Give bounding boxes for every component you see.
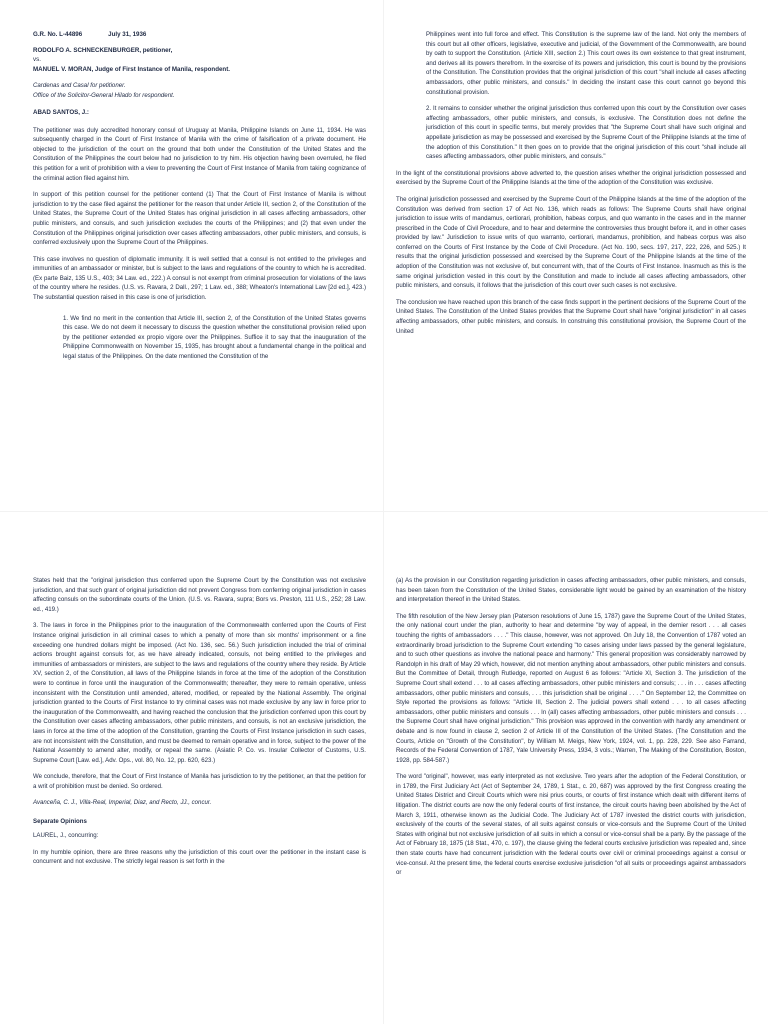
paragraph: In my humble opinion, there are three reasons why the jurisdiction of this court over the petitioner in the instant case is concurrent and not exclusive. The strictly legal reason is set forth in the <box>33 848 366 866</box>
paragraph: 3. The laws in force in the Philippines prior to the inauguration of the Commonwealth conferred upon the Courts of First Instance original jurisdiction in all criminal cases to which a penalty of more than six months' imprisonment or a fine exceeding one hundred dollars might be imposed. (Act No. 136, sec. 56.) Such jurisdiction included the trial of criminal actions brought against consuls for, as we have already indicated, consuls, not being entitled to the privileges and immunities of ambassadors or ministers, are subject to the laws and regulations of the country where they reside. By Article XV, section 2, of the Constitution, all laws of the Philippine Islands in force at the time of the adoption of the Constitution were to continue in force until the inauguration of the Commonwealth; thereafter, they were to remain operative, unless inconsistent with the Constitution until amended, altered, modified, or repealed by the National Assembly. The original jurisdiction granted to the Courts of First Instance to try criminal cases was not made exclusive by any law in force prior to the inauguration of the Commonwealth, and having reached the conclusion that the jurisdiction conferred upon this court by the Constitution over cases affecting ambassadors, other public ministers, and consuls, is not an exclusive jurisdiction, the laws in force at the time of the adoption of the Constitution, granting the Courts of First Instance jurisdiction in such cases, are not inconsistent with the Constitution, and must be deemed to remain operative and in force, subject to the power of the National Assembly to amend alter, modify, or repeal the same. (Asiatic P. Co. vs. Insular Collector of Customs, U.S. Supreme Court [Law. ed.], Adv. Ops., vol. 80, No. 12, pp. 620, 623.) <box>33 622 366 764</box>
paragraph: This case involves no question of diplomatic immunity. It is well settled that a consul is not entitled to the privileges and immunities of an ambassador or minister, but is subject to the laws and regulations of the country to which he is accredited. (Ex parte Baiz, 135 U.S., 403; 34 Law. ed., 222.) A consul is not exempt from criminal prosecution for violations of the laws of the country where he resides. (U.S. vs. Ravara, 2 Dall., 297; 1 Law. ed., 388; Wheaton's International Law [2d ed.], 423.) The substantial question raised in this case is one of jurisdiction. <box>33 255 366 302</box>
paragraph: The original jurisdiction possessed and exercised by the Supreme Court of the Philippine Islands at the time of the adoption of the Constitution was derived from section 17 of Act No. 136, which reads as follows: The Supreme Courts shall have original jurisdiction to issue writs of mandamus, certiorari, prohibition, habeas corpus, and quo warranto in the cases and in the manner prescribed in the Code of Civil Procedure, and to hear and determine the controversies thus brought before it, and in other cases provided by law." Jurisdiction to issue writs of quo warranto, certiorari, mandamus, prohibition, and habeas corpus was also conferred on the Courts of First Instance by the Code of Civil Procedure. (Act No. 190, secs. 197, 217, 222, 226, and 525.) It results that the original jurisdiction possessed and exercised by the Supreme Court of the Philippine Islands at the time of the adoption of the Constitution was not exclusive of, but concurrent with, that of the Courts of First Instance. Inasmuch as this is the same original jurisdiction vested in this court by the Constitution and made to include all cases affecting ambassadors, other public ministers, and consuls, it follows that the jurisdiction of this court over such cases is not exclusive. <box>396 195 746 290</box>
paragraph: Philippines went into full force and effect. This Constitution is the supreme law of the land. Not only the members of this court but all other officers, legislative, executive and judicial, of the Government of the Commonwealth, are bound by oath to support the Constitution. (Article XIII, section 2.) This court owes its own existence to that great instrument, and derives all its powers therefrom. In the exercise of its powers and jurisdiction, this court is bound by the provisions of the Constitution. The Constitution provides that the original jurisdiction of this court "shall include all cases affecting ambassadors, other public ministers, and consuls." In deciding the instant case this court cannot go beyond this constitutional provision. <box>426 31 746 96</box>
paragraph: In support of this petition counsel for the petitioner contend (1) That the Court of First Instance of Manila is without jurisdiction to try the case filed against the petitioner for the reason that under Article III, section 2, of the Constitution of the United States, the Supreme Court of the United States has original jurisdiction in all cases affecting ambassadors, other public ministers, and consuls, and such jurisdiction excludes the courts of the Philippines; and (2) that even under the Constitution of the Philippines original jurisdiction over cases affecting ambassadors, other public ministers, and consuls, is conferred exclusively upon the Supreme Court of the Philippines. <box>33 191 366 247</box>
paragraph: States held that the "original jurisdiction thus conferred upon the Supreme Court by the Constitution was not exclusive jurisdiction, and that such grant of original jurisdiction did not prevent Congress from conferring original jurisdiction in cases affecting consuls on the subordinate courts of the Union. (U.S. vs. Ravara, supra; Bors vs. Preston, 111 U.S., 252; 28 Law. ed., 419.) <box>33 577 366 613</box>
paragraph: The word "original", however, was early interpreted as not exclusive. Two years after the adoption of the Federal Constitution, or in 1789, the First Judiciary Act (Act of September 24, 1789, 1 Stat., c. 20, 687) was approved by the first Congress creating the United States District and Circuit Courts which were nisi prius courts, or courts of first instance which dealt with different items of litigation. The district courts are now the only federal courts of first instance, the circuit courts having been abolished by the Act of March 3, 1911, otherwise known as the Judicial Code. The Judiciary Act of 1787 invested the district courts with jurisdiction, exclusively of the courts of the several states, of all suits against consuls or vice-consuls and the Supreme Court of the United States with original but not exclusive jurisdiction of all suits in which a consul or vice-consul shall be a party. By the passage of the Act of February 18, 1875 (18 Stat., 470, c. 197), the clause giving the federal courts exclusive jurisdiction was repealed and, since then state courts have had concurrent jurisdiction with the federal courts over civil or criminal proceedings against a consul or vice-consul. At the present time, the federal courts exercise exclusive jurisdiction "of all suits or proceedings against ambassadors or <box>396 773 746 877</box>
concurrence: Avanceña, C. J., Villa-Real, Imperial, Diaz, and Recto, JJ., concur. <box>33 799 212 807</box>
column-divider <box>383 0 384 1024</box>
paragraph: In the light of the constitutional provisions above adverted to, the question arises whether the original jurisdiction possessed and exercised by the Supreme Court of the Philippine Islands at the time of the adoption of the Constitution was exclusive. <box>396 169 746 187</box>
paragraph: The conclusion we have reached upon this branch of the case finds support in the pertinent decisions of the Supreme Court of the United States. The Constitution of the United States provides that the Supreme Court shall have "original jurisdiction" in all cases affecting ambassadors, other public ministers, and consuls. In construing this constitutional provision, the Supreme Court of the United <box>396 298 746 335</box>
case-parties <box>33 46 366 75</box>
laurel-heading: LAUREL, J., concurring: <box>33 832 99 840</box>
page-2-left-column <box>0 512 384 1024</box>
paragraph: 2. It remains to consider whether the original jurisdiction thus conferred upon this court by the Constitution over cases affecting ambassadors, other public ministers, and consuls, is exclusive. The Constitution does not define the jurisdiction of this court in specific terms, but merely provides that "the Supreme Court shall have such original and appellate jurisdiction as may be possessed and exercised by the Supreme Court of the Philippine Islands at the time of the adoption of this Constitution." It then goes on to provide that the original jurisdiction of this court "shall include all cases affecting ambassadors, other public ministers, and consuls." <box>426 105 746 161</box>
separate-opinions-heading: Separate Opinions <box>33 818 87 826</box>
case-date: July 31, 1936 <box>108 31 147 38</box>
paragraph: 1. We find no merit in the contention that Article III, section 2, of the Constitution of the United States governs this case. We do not deem it necessary to discuss the question whether the constitutional provision relied upon by the petitioner extended ex propio vigore over the Philippines. Suffice it to say that the inauguration of the Philippine Commonwealth on November 15, 1935, has brought about a fundamental change in the political and legal status of the Philippines. On the date mentioned the Constitution of the <box>63 314 366 361</box>
case-number: G.R. No. L-44896 <box>33 31 83 38</box>
versus: vs. <box>33 56 41 64</box>
counsel-petitioner: Cardenas and Casal for petitioner. <box>33 82 126 90</box>
petitioner: RODOLFO A. SCHNECKENBURGER, petitioner, <box>33 46 173 54</box>
page-divider <box>0 511 768 512</box>
page-2-right-column <box>384 512 768 1024</box>
paragraph: (a) As the provision in our Constitution regarding jurisdiction in cases affecting ambassadors, other public ministers, and consuls, has been taken from the Constitution of the United States, considerable light would be gained by an examination of the history and interpretation thereof in the United States. <box>396 577 746 604</box>
paragraph: We conclude, therefore, that the Court of First Instance of Manila has jurisdiction to try the petitioner, an that the petition for a writ of prohibition must be denied. So ordered. <box>33 773 366 790</box>
case-header <box>33 30 366 40</box>
paragraph: The petitioner was duly accredited honorary consul of Uruguay at Manila, Philippine Islands on June 11, 1934. He was subsequently charged in the Court of First Instance of Manila with the crime of falsification of a private document. He objected to the jurisdiction of the court on the ground that both under the Constitution of the United States and the Constitution of the Philippines the court below had no jurisdiction to try him. His objection having been overruled, he filed this petition for a writ of prohibition with a view to preventing the Court of First Instance of Manila from taking cognizance of the criminal action filed against him. <box>33 126 366 182</box>
ponente: ABAD SANTOS, J.: <box>33 108 89 116</box>
counsel <box>33 81 366 100</box>
page-1-left-column <box>0 0 384 512</box>
respondent: MANUEL V. MORAN, Judge of First Instance of Manila, respondent. <box>33 65 230 73</box>
page-1-right-column <box>384 0 768 512</box>
counsel-respondent: Office of the Solicitor-General Hilado for respondent. <box>33 91 175 99</box>
paragraph: The fifth resolution of the New Jersey plan (Paterson resolutions of June 15, 1787) gave the Supreme Court of the United States, the only national court under the plan, authority to hear and determine "by way of appeal, in the dernier resort . . . all cases touching the rights of ambassadors . . . ." This clause, however, was not approved. On July 18, the Convention of 1787 voted an extraordinarily broad jurisdiction to the Supreme Court extending "to cases arising under laws passed by the general legislature, and to such other questions as involve the national peace and harmony." This general proposition was considerably narrowed by Randolph in his draft of May 29 which, however, did not mention anything about ambassadors, other public ministers and consuls. But the Committee of Detail, through Rutledge, reported on August 6 as follows: "Article XI, Section 3. The jurisdiction of the Supreme Court shall extend . . . to all cases affecting ambassadors, other public ministers and consuls; . . . in . . . cases affecting ambassadors, other public ministers and consuls, . . . this jurisdiction shall be original . . . ." On September 12, the Committee on Style reported the provisions as follows: "Article III, Section 2. The judicial powers shall extend . . . to all cases affecting ambassadors, other public ministers and consuls . . . In (all) cases affecting ambassadors, other public ministers and consuls . . . the Supreme Court shall have original jurisdiction." This provision was approved in the convention with hardly any amendment or debate and is now found in clause 2, section 2 of Article III of the Constitution of the United States. (The Constitution and the Courts, Article on "Growth of the Constitution", by William M. Meigs, New York, 1924, vol. 1, pp. 228, 229. See also Farrand, Records of the Federal Convention of 1787, Yale University Press, 1934, 3 vols.; Warren, The Making of the Constitution, Boston, 1928, pp. 584-587.) <box>396 612 746 764</box>
